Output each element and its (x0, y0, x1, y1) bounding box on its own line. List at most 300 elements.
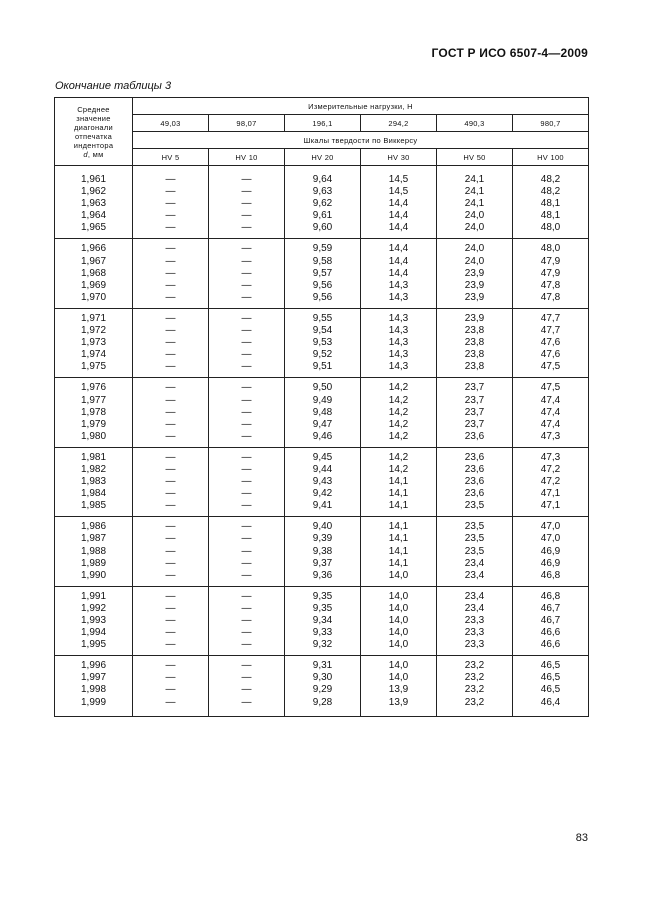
cell-value: 1,991 (80, 590, 107, 602)
cell-value: — (165, 349, 176, 361)
cell-value: 1,980 (80, 430, 107, 442)
cell-value: 14,2 (388, 463, 409, 475)
cell-value: — (241, 198, 252, 210)
cell-value: 23,2 (464, 696, 485, 708)
cell-value: 47,2 (540, 476, 561, 488)
cell-value: 9,36 (312, 569, 333, 581)
cell-value: 9,33 (312, 627, 333, 639)
cell-value: — (241, 557, 252, 569)
load-value: 980,7 (513, 115, 589, 132)
cell-value: 47,0 (540, 533, 561, 545)
cell-value: 9,42 (312, 488, 333, 500)
cell-value: 48,0 (540, 243, 561, 255)
cell-value: 47,5 (540, 361, 561, 373)
cell-value: — (241, 500, 252, 512)
cell-value: 46,6 (540, 627, 561, 639)
cell-value: — (165, 312, 176, 324)
cell-value: 14,5 (388, 174, 409, 185)
cell-value: 46,6 (540, 639, 561, 651)
diagonal-header-line: Среднее (77, 104, 110, 114)
cell-value: 9,35 (312, 602, 333, 614)
cell-value: 23,7 (464, 406, 485, 418)
cell-value: 24,1 (464, 174, 485, 185)
cell-value: — (165, 627, 176, 639)
vickers-hardness-table (54, 97, 589, 717)
cell-value: 23,2 (464, 660, 485, 672)
cell-value: — (241, 602, 252, 614)
hv30-cell (361, 239, 437, 308)
cell-value: — (241, 337, 252, 349)
cell-value: 9,46 (312, 430, 333, 442)
cell-value: 9,31 (312, 660, 333, 672)
table-row-group (55, 517, 589, 586)
cell-value: 14,4 (388, 243, 409, 255)
cell-value: 9,64 (312, 174, 333, 185)
cell-value: — (241, 430, 252, 442)
hv50-cell (437, 174, 513, 239)
cell-value: 14,3 (388, 312, 409, 324)
cell-value: 14,3 (388, 349, 409, 361)
cell-value: 1,985 (80, 500, 107, 512)
hv100-cell (513, 239, 589, 308)
cell-value: — (241, 418, 252, 430)
cell-value: — (241, 545, 252, 557)
cell-value: 1,995 (80, 639, 107, 651)
table-row-group (55, 586, 589, 655)
cell-value: 47,7 (540, 312, 561, 324)
cell-value: — (165, 382, 176, 394)
cell-value: 23,9 (464, 312, 485, 324)
cell-value: 47,6 (540, 349, 561, 361)
cell-value: 23,4 (464, 590, 485, 602)
cell-value: 9,56 (312, 291, 333, 303)
cell-value: 9,60 (312, 222, 333, 234)
table-row-group (55, 447, 589, 516)
hv5-cell (133, 586, 209, 655)
cell-value: — (165, 500, 176, 512)
table-row-group (55, 378, 589, 447)
cell-value: 14,1 (388, 476, 409, 488)
cell-value: 47,4 (540, 418, 561, 430)
diagonal-cell (55, 308, 133, 377)
cell-value: 48,2 (540, 174, 561, 185)
table-row-group (55, 239, 589, 308)
cell-value: — (165, 451, 176, 463)
cell-value: — (241, 279, 252, 291)
hv10-cell (209, 517, 285, 586)
cell-value: — (241, 210, 252, 222)
cell-value: 46,4 (540, 696, 561, 708)
diagonal-header-line: значение (76, 113, 111, 123)
hv10-cell (209, 308, 285, 377)
cell-value: 9,62 (312, 198, 333, 210)
cell-value: — (241, 590, 252, 602)
cell-value: 9,54 (312, 325, 333, 337)
cell-value: 1,994 (80, 627, 107, 639)
cell-value: — (241, 186, 252, 198)
cell-value: 1,996 (80, 660, 107, 672)
hv50-cell (437, 586, 513, 655)
cell-value: 1,968 (80, 267, 107, 279)
cell-value: 1,984 (80, 488, 107, 500)
cell-value: 14,0 (388, 569, 409, 581)
table-caption: Окончание таблицы 3 (55, 80, 172, 92)
cell-value: — (165, 615, 176, 626)
cell-value: — (241, 488, 252, 500)
cell-value: 1,981 (80, 451, 107, 463)
cell-value: 9,56 (312, 279, 333, 291)
hv50-cell (437, 447, 513, 516)
cell-value: — (241, 476, 252, 488)
cell-value: 14,2 (388, 430, 409, 442)
cell-value: — (241, 684, 252, 696)
cell-value: 14,0 (388, 615, 409, 626)
cell-value: — (165, 394, 176, 406)
hv50-cell (437, 378, 513, 447)
table-row-group (55, 308, 589, 377)
diagonal-cell (55, 517, 133, 586)
cell-value: 23,8 (464, 325, 485, 337)
hv30-cell (361, 174, 437, 239)
cell-value: 1,982 (80, 463, 107, 475)
cell-value: — (241, 291, 252, 303)
cell-value: 9,35 (312, 590, 333, 602)
cell-value: 9,61 (312, 210, 333, 222)
cell-value: 46,8 (540, 590, 561, 602)
hv10-cell (209, 586, 285, 655)
hv5-cell (133, 239, 209, 308)
cell-value: — (241, 569, 252, 581)
cell-value: 9,47 (312, 418, 333, 430)
scale-label: HV 10 (209, 149, 285, 166)
cell-value: 14,3 (388, 279, 409, 291)
cell-value: 1,974 (80, 349, 107, 361)
cell-value: 9,53 (312, 337, 333, 349)
cell-value: — (241, 267, 252, 279)
page-number: 83 (575, 832, 588, 844)
cell-value: 1,992 (80, 602, 107, 614)
cell-value: 1,972 (80, 325, 107, 337)
cell-value: 9,28 (312, 696, 333, 708)
hv100-cell (513, 308, 589, 377)
cell-value: — (241, 349, 252, 361)
cell-value: 14,4 (388, 210, 409, 222)
cell-value: 1,966 (80, 243, 107, 255)
scale-label: HV 100 (513, 149, 589, 166)
cell-value: — (165, 406, 176, 418)
cell-value: — (165, 267, 176, 279)
cell-value: 14,4 (388, 255, 409, 267)
cell-value: 9,51 (312, 361, 333, 373)
cell-value: 23,4 (464, 569, 485, 581)
cell-value: 9,40 (312, 521, 333, 533)
cell-value: 23,9 (464, 291, 485, 303)
cell-value: 23,8 (464, 361, 485, 373)
cell-value: 23,8 (464, 349, 485, 361)
cell-value: 1,973 (80, 337, 107, 349)
diagonal-cell (55, 586, 133, 655)
cell-value: 9,41 (312, 500, 333, 512)
hv20-cell (285, 586, 361, 655)
cell-value: — (165, 476, 176, 488)
cell-value: 9,59 (312, 243, 333, 255)
cell-value: 47,0 (540, 521, 561, 533)
cell-value: 46,9 (540, 545, 561, 557)
cell-value: 14,1 (388, 500, 409, 512)
cell-value: 1,983 (80, 476, 107, 488)
cell-value: 23,3 (464, 639, 485, 651)
cell-value: — (241, 660, 252, 672)
cell-value: 1,990 (80, 569, 107, 581)
cell-value: 24,0 (464, 243, 485, 255)
cell-value: — (241, 361, 252, 373)
cell-value: 14,5 (388, 186, 409, 198)
hv20-cell (285, 517, 361, 586)
hv30-cell (361, 517, 437, 586)
hv5-cell (133, 517, 209, 586)
cell-value: 14,4 (388, 198, 409, 210)
cell-value: 9,48 (312, 406, 333, 418)
load-value: 196,1 (285, 115, 361, 132)
cell-value: — (165, 660, 176, 672)
cell-value: 46,5 (540, 684, 561, 696)
cell-value: — (165, 590, 176, 602)
cell-value: 14,2 (388, 406, 409, 418)
cell-value: — (241, 615, 252, 626)
cell-value: 47,6 (540, 337, 561, 349)
cell-value: — (165, 696, 176, 708)
load-value: 294,2 (361, 115, 437, 132)
cell-value: — (165, 291, 176, 303)
cell-value: 47,3 (540, 451, 561, 463)
standard-designation: ГОСТ Р ИСО 6507-4—2009 (431, 46, 588, 60)
cell-value: 1,963 (80, 198, 107, 210)
cell-value: 47,8 (540, 279, 561, 291)
cell-value: — (165, 521, 176, 533)
cell-value: 9,58 (312, 255, 333, 267)
cell-value: 14,2 (388, 451, 409, 463)
hv10-cell (209, 656, 285, 716)
hv30-cell (361, 656, 437, 716)
cell-value: — (241, 696, 252, 708)
cell-value: — (165, 569, 176, 581)
cell-value: — (165, 672, 176, 684)
cell-value: 14,0 (388, 639, 409, 651)
diagonal-column-header (55, 98, 133, 166)
cell-value: — (241, 639, 252, 651)
cell-value: — (241, 255, 252, 267)
hv5-cell (133, 378, 209, 447)
cell-value: 9,34 (312, 615, 333, 626)
cell-value: 23,5 (464, 533, 485, 545)
hv50-cell (437, 239, 513, 308)
diagonal-header-line: отпечатка (74, 131, 113, 141)
diagonal-cell (55, 656, 133, 716)
cell-value: 47,9 (540, 267, 561, 279)
cell-value: — (241, 312, 252, 324)
cell-value: 1,971 (80, 312, 107, 324)
cell-value: 23,2 (464, 684, 485, 696)
cell-value: 14,2 (388, 418, 409, 430)
hv10-cell (209, 447, 285, 516)
cell-value: 23,5 (464, 521, 485, 533)
cell-value: 14,3 (388, 361, 409, 373)
hv30-cell (361, 586, 437, 655)
cell-value: 14,1 (388, 488, 409, 500)
hv20-cell (285, 378, 361, 447)
diagonal-header-line: индентора (73, 140, 114, 150)
cell-value: 23,7 (464, 394, 485, 406)
cell-value: 47,4 (540, 406, 561, 418)
diagonal-unit (55, 150, 132, 159)
cell-value: 23,2 (464, 672, 485, 684)
cell-value: — (165, 430, 176, 442)
cell-value: 23,3 (464, 627, 485, 639)
cell-value: 46,5 (540, 660, 561, 672)
cell-value: — (241, 394, 252, 406)
cell-value: 14,3 (388, 291, 409, 303)
hv50-cell (437, 517, 513, 586)
cell-value: 9,38 (312, 545, 333, 557)
cell-value: — (165, 545, 176, 557)
cell-value: — (165, 279, 176, 291)
cell-value: 1,993 (80, 615, 107, 626)
hv20-cell (285, 447, 361, 516)
cell-value: 1,999 (80, 696, 107, 708)
cell-value: — (165, 463, 176, 475)
cell-value: 9,49 (312, 394, 333, 406)
cell-value: 1,975 (80, 361, 107, 373)
scale-label: HV 30 (361, 149, 437, 166)
cell-value: — (165, 337, 176, 349)
cell-value: 14,1 (388, 545, 409, 557)
cell-value: 14,0 (388, 672, 409, 684)
scales-header: Шкалы твердости по Виккерсу (133, 132, 589, 149)
table-row-group (55, 656, 589, 716)
cell-value: 47,2 (540, 463, 561, 475)
cell-value: — (165, 488, 176, 500)
cell-value: 23,5 (464, 500, 485, 512)
cell-value: 9,43 (312, 476, 333, 488)
cell-value: 1,970 (80, 291, 107, 303)
scale-label: HV 20 (285, 149, 361, 166)
cell-value: 13,9 (388, 696, 409, 708)
cell-value: 1,967 (80, 255, 107, 267)
cell-value: 23,6 (464, 463, 485, 475)
cell-value: 1,979 (80, 418, 107, 430)
cell-value: — (165, 684, 176, 696)
cell-value: — (165, 255, 176, 267)
cell-value: 47,5 (540, 382, 561, 394)
cell-value: 1,964 (80, 210, 107, 222)
cell-value: 23,5 (464, 545, 485, 557)
cell-value: 47,9 (540, 255, 561, 267)
cell-value: 9,39 (312, 533, 333, 545)
cell-value: 9,50 (312, 382, 333, 394)
loads-header: Измерительные нагрузки, Н (133, 98, 589, 115)
cell-value: — (165, 222, 176, 234)
header-spacer (55, 166, 589, 175)
cell-value: — (165, 639, 176, 651)
cell-value: 47,8 (540, 291, 561, 303)
cell-value: 14,2 (388, 382, 409, 394)
cell-value: — (241, 463, 252, 475)
hv10-cell (209, 239, 285, 308)
hv30-cell (361, 308, 437, 377)
cell-value: 48,1 (540, 210, 561, 222)
cell-value: 23,6 (464, 430, 485, 442)
cell-value: 9,63 (312, 186, 333, 198)
diagonal-unit-text: , мм (87, 149, 104, 159)
cell-value: 1,989 (80, 557, 107, 569)
cell-value: — (165, 186, 176, 198)
scale-label: HV 5 (133, 149, 209, 166)
cell-value: 1,961 (80, 174, 107, 185)
cell-value: 1,986 (80, 521, 107, 533)
cell-value: 48,1 (540, 198, 561, 210)
cell-value: 1,969 (80, 279, 107, 291)
cell-value: 9,57 (312, 267, 333, 279)
cell-value: 1,976 (80, 382, 107, 394)
cell-value: 1,965 (80, 222, 107, 234)
hv5-cell (133, 447, 209, 516)
cell-value: — (241, 382, 252, 394)
cell-value: 14,2 (388, 394, 409, 406)
cell-value: 46,5 (540, 672, 561, 684)
diagonal-symbol: d (83, 149, 88, 159)
diagonal-cell (55, 174, 133, 239)
hv100-cell (513, 378, 589, 447)
cell-value: — (241, 533, 252, 545)
hv20-cell (285, 656, 361, 716)
cell-value: 48,2 (540, 186, 561, 198)
load-value: 490,3 (437, 115, 513, 132)
cell-value: — (165, 361, 176, 373)
cell-value: 24,1 (464, 198, 485, 210)
table-row-group (55, 174, 589, 239)
cell-value: — (165, 418, 176, 430)
cell-value: — (241, 222, 252, 234)
diagonal-header-line: диагонали (73, 122, 114, 132)
cell-value: 9,55 (312, 312, 333, 324)
cell-value: 9,45 (312, 451, 333, 463)
cell-value: 24,1 (464, 186, 485, 198)
load-value: 49,03 (133, 115, 209, 132)
cell-value: — (165, 198, 176, 210)
cell-value: 14,0 (388, 602, 409, 614)
cell-value: 47,1 (540, 488, 561, 500)
load-value: 98,07 (209, 115, 285, 132)
cell-value: 23,6 (464, 488, 485, 500)
cell-value: — (165, 174, 176, 185)
cell-value: 47,4 (540, 394, 561, 406)
cell-value: 47,3 (540, 430, 561, 442)
cell-value: 47,1 (540, 500, 561, 512)
cell-value: 23,8 (464, 337, 485, 349)
hv5-cell (133, 174, 209, 239)
cell-value: 1,977 (80, 394, 107, 406)
hv20-cell (285, 174, 361, 239)
cell-value: 14,4 (388, 222, 409, 234)
cell-value: 23,9 (464, 267, 485, 279)
cell-value: 14,4 (388, 267, 409, 279)
hv100-cell (513, 656, 589, 716)
diagonal-cell (55, 239, 133, 308)
cell-value: 9,37 (312, 557, 333, 569)
cell-value: — (241, 672, 252, 684)
cell-value: 23,6 (464, 451, 485, 463)
cell-value: 23,6 (464, 476, 485, 488)
